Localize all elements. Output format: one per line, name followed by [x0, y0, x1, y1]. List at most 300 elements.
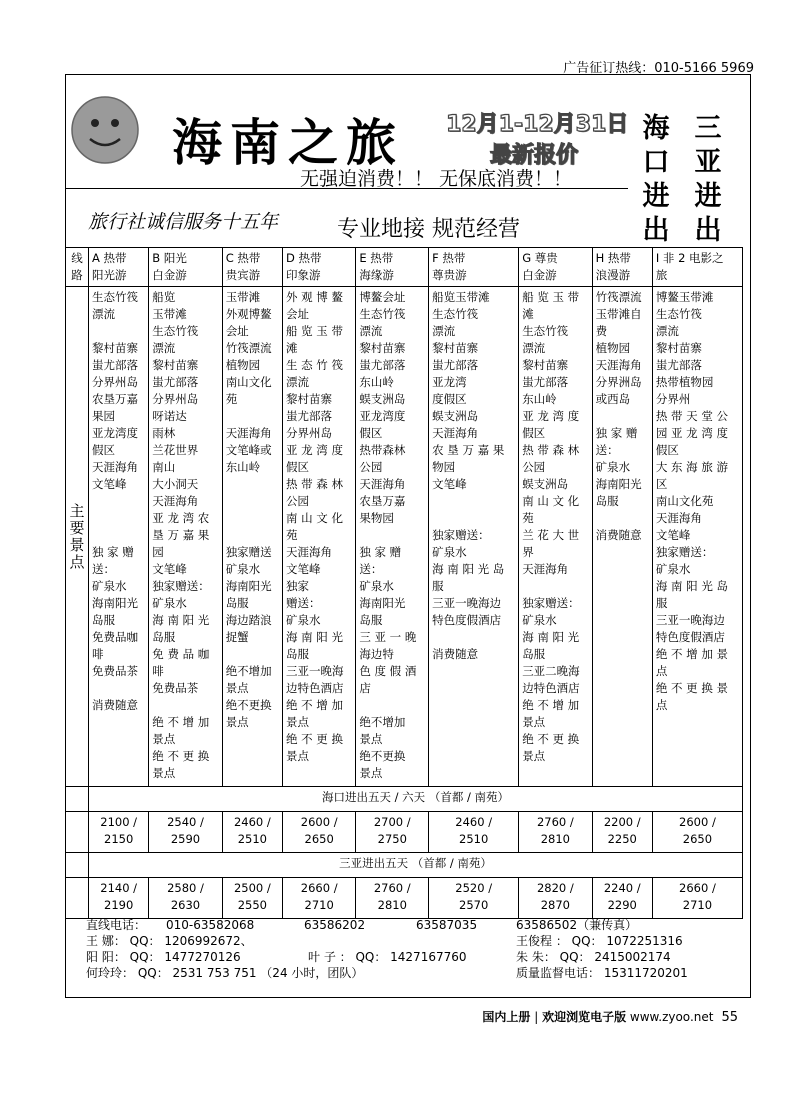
contact-entry: 王 娜： QQ： 1206992672、	[86, 934, 253, 948]
spot-line: 竹筏漂流	[225, 341, 272, 355]
price-cell: 2820 / 2870	[519, 878, 592, 919]
spot-line: 绝 不 增 加	[152, 715, 210, 729]
spot-line: 滩	[522, 307, 534, 321]
route-spots	[519, 287, 592, 787]
spot-line: 绝不更换	[225, 698, 272, 712]
price-cell: 2660 / 2710	[652, 878, 742, 919]
spot-line: 黎村苗寨	[522, 358, 569, 372]
spot-line: 漂流	[432, 324, 456, 338]
spot-line: 黎村苗寨	[432, 341, 479, 355]
spot-line: 独 家 赠	[595, 426, 638, 440]
spot-line: 兰花世界	[152, 443, 199, 457]
route-name: F 热带 尊贵游	[429, 248, 519, 287]
price-cell: 2660 / 2710	[282, 878, 355, 919]
main-spots-label: 主 要 景 点	[66, 287, 89, 787]
spot-line: 海南阳光	[92, 596, 138, 610]
footer-site: www.zyoo.net	[626, 1010, 714, 1024]
spot-line: 文笔峰	[152, 562, 187, 576]
spot-line: 滩	[285, 341, 298, 355]
spot-line: 漂流	[152, 341, 176, 355]
spot-line: 天涯海角	[655, 511, 702, 525]
page-footer	[482, 1008, 738, 1025]
spot-line: 赠送：	[285, 596, 321, 610]
table-header-row	[66, 248, 743, 287]
spot-line	[92, 323, 145, 340]
price-cell: 2600 / 2650	[282, 812, 355, 853]
route-name: D 热带 印象游	[282, 248, 355, 287]
spot-line: 服	[432, 579, 444, 593]
trust-tagline: 旅行社诚信服务十五年	[88, 211, 279, 233]
spot-line: 南 山 文 化	[522, 494, 580, 508]
spot-line: 文笔峰	[92, 477, 127, 491]
spot-line: 蜈支洲岛	[522, 477, 569, 491]
contact-entry: 朱 朱： QQ： 2415002174	[516, 950, 671, 964]
spot-line: 热带森林	[359, 443, 406, 457]
spot-line: 南 山 文 化	[285, 511, 343, 525]
footer-tagline: 欢迎浏览电子版	[542, 1010, 627, 1024]
route-spots	[429, 287, 519, 787]
spot-line: 店	[359, 681, 371, 695]
spot-line: 绝不更换	[359, 749, 406, 763]
contact-entry: 王俊程 ： QQ： 1072251316	[516, 934, 683, 948]
spot-line: 免费品咖	[92, 630, 138, 644]
phone-number: 63587035	[416, 918, 478, 932]
spot-line: 雨林	[152, 426, 176, 440]
spot-line: 岛服	[92, 613, 115, 627]
route-spots	[356, 287, 429, 787]
side-text-haikou: 海 口 进 出	[642, 113, 670, 246]
spot-line: 生态竹筏	[359, 307, 406, 321]
spot-line: 岛服	[225, 596, 249, 610]
spot-line: 黎村苗寨	[285, 392, 332, 406]
sanya-band-row	[66, 853, 743, 878]
phone-label: 直线电话：	[86, 918, 147, 932]
spot-line: 会址	[285, 307, 309, 321]
phone-number: 010-63582068	[166, 918, 255, 932]
spot-line: 分界州岛	[92, 375, 138, 389]
sanya-band: 三亚进出五天 （首都 / 南苑）	[89, 853, 743, 878]
spot-line	[92, 680, 145, 697]
spot-line: 景点	[152, 766, 176, 780]
spot-line: 啡	[92, 647, 104, 661]
spot-line: 竹筏漂流	[595, 290, 642, 304]
spot-line	[226, 493, 279, 510]
spot-line: 特色度假酒店	[655, 630, 725, 644]
spot-line: 亚 龙 湾 农	[152, 511, 210, 525]
spot-line: 苑	[285, 528, 298, 542]
spot-line: 景点	[225, 681, 249, 695]
ad-hotline: 广告征订热线：010-5166 5969	[563, 61, 754, 76]
spot-line: 漂流	[359, 324, 383, 338]
spot-line: 绝 不 更 换	[285, 732, 343, 746]
spot-line: 绝 不 更 换	[152, 749, 210, 763]
haikou-band-row	[66, 787, 743, 812]
spot-line: 分界洲岛	[595, 375, 642, 389]
spot-line: 独家	[285, 579, 309, 593]
spot-line: 船 览 玉 带	[285, 324, 343, 338]
spot-line: 费	[595, 324, 608, 338]
route-spots	[222, 287, 282, 787]
spot-line: 农 垦 万 嘉 果	[432, 443, 505, 457]
spot-line: 边特色酒店	[522, 681, 580, 695]
spot-line: 玉带滩自	[595, 307, 642, 321]
spot-line: 边特色酒店	[285, 681, 344, 695]
spot-line: 界	[522, 545, 534, 559]
spot-line: 会址	[225, 324, 249, 338]
spot-line: 假区	[285, 460, 309, 474]
price-cell: 2100 / 2150	[89, 812, 149, 853]
spot-line: 景点	[359, 732, 383, 746]
route-spots	[592, 287, 652, 787]
spot-line	[432, 629, 515, 646]
spot-line: 农垦万嘉	[92, 392, 138, 406]
spot-line: 分界州	[655, 392, 691, 406]
spot-line: 岛服	[152, 630, 176, 644]
route-name: I 非 2 电影之 旅	[652, 248, 742, 287]
spot-line: 蚩尤部落	[359, 358, 406, 372]
spot-line: 南山	[152, 460, 176, 474]
spot-line: 送：	[92, 562, 115, 576]
spot-line	[92, 493, 145, 510]
promo-label: 最新报价	[490, 143, 579, 168]
spot-line: 天涯海角	[92, 460, 138, 474]
spot-line: 外观博鳌	[225, 307, 272, 321]
spot-line: 亚龙湾度	[359, 409, 406, 423]
price-cell: 2600 / 2650	[652, 812, 742, 853]
spot-line: 文笔峰	[285, 562, 321, 576]
spot-line: 热带植物园	[655, 375, 714, 389]
spot-line: 假区	[655, 443, 679, 457]
haikou-band: 海口进出五天 / 六天 （首都 / 南苑）	[89, 787, 743, 812]
spot-line: 三亚一晚海边	[432, 596, 502, 610]
price-cell: 2460 / 2510	[222, 812, 282, 853]
contact-entry: 阳 阳： QQ： 1477270126	[86, 950, 241, 964]
spot-line: 大小洞天	[152, 477, 199, 491]
spot-line	[226, 408, 279, 425]
spot-line: 生态竹筏	[432, 307, 479, 321]
spot-line: 玉带滩	[152, 307, 187, 321]
spot-line: 景点	[522, 749, 546, 763]
price-cell: 2140 / 2190	[89, 878, 149, 919]
spot-line: 绝 不 更 换 景	[655, 681, 728, 695]
spot-line: 消费随意	[595, 528, 642, 542]
spot-line: 南山文化	[225, 375, 272, 389]
spot-line: 海 南 阳 光 岛	[432, 562, 505, 576]
brand-title: 海南之旅	[172, 113, 404, 172]
spot-line: 免 费 品 咖	[152, 647, 210, 661]
spot-line	[226, 527, 279, 544]
spot-line: 黎村苗寨	[92, 341, 138, 355]
spot-line: 矿泉水	[152, 596, 187, 610]
spot-line: 园	[152, 545, 164, 559]
spot-line: 蚩尤部落	[655, 358, 702, 372]
spot-line: 东山岭	[522, 392, 557, 406]
spot-line: 海 南 阳 光 岛	[655, 579, 728, 593]
spot-line: 假区	[359, 426, 383, 440]
spot-line: 特色度假酒店	[432, 613, 502, 627]
spot-line: 免费品茶	[152, 681, 199, 695]
spot-line: 绝 不 更 换	[522, 732, 580, 746]
spot-line	[226, 476, 279, 493]
spot-line: 岛服	[595, 494, 619, 508]
spot-line: 公园	[522, 460, 546, 474]
spot-line	[92, 510, 145, 527]
route-name: B 阳光 白金游	[149, 248, 222, 287]
route-name: H 热带 浪漫游	[592, 248, 652, 287]
spot-line: 三亚一晚海边	[655, 613, 725, 627]
spot-line: 消费随意	[92, 698, 138, 712]
spot-line: 亚 龙 湾 度	[285, 443, 343, 457]
spot-line	[226, 646, 279, 663]
smiley-face-icon	[70, 95, 140, 165]
spot-line: 矿泉水	[359, 579, 394, 593]
spot-line: 景点	[359, 766, 383, 780]
spot-line: 外 观 博 鳌	[285, 290, 343, 304]
sanya-price-row	[66, 878, 743, 919]
spot-line: 独家赠送：	[152, 579, 210, 593]
spot-line: 捉蟹	[225, 630, 249, 644]
spot-line: 独家赠送：	[522, 596, 580, 610]
spot-line	[432, 510, 515, 527]
spot-line: 岛服	[359, 613, 383, 627]
spot-line: 漂流	[285, 375, 309, 389]
spot-line: 矿泉水	[655, 562, 691, 576]
slogan: 无强迫消费！！ 无保底消费！！	[300, 168, 573, 190]
spot-line: 黎村苗寨	[655, 341, 702, 355]
spot-line: 大 东 海 旅 游	[655, 460, 728, 474]
haikou-price-row	[66, 812, 743, 853]
spot-line: 区	[655, 477, 668, 491]
spot-line: 三亚一晚海	[285, 664, 344, 678]
spot-line: 植物园	[225, 358, 261, 372]
spot-line: 绝 不 增 加	[522, 698, 580, 712]
spot-line: 热 带 天 堂 公	[655, 409, 728, 423]
spot-line: 矿泉水	[285, 613, 321, 627]
spot-line: 亚 龙 湾 度	[522, 409, 580, 423]
phone-number: 63586502（兼传真）	[516, 918, 638, 932]
phone-number: 63586202	[304, 918, 366, 932]
price-cell: 2580 / 2630	[149, 878, 222, 919]
spot-line: 或西岛	[595, 392, 631, 406]
spot-line: 矿泉水	[595, 460, 631, 474]
spot-line: 矿泉水	[432, 545, 467, 559]
spot-line: 黎村苗寨	[359, 341, 406, 355]
route-name: E 热带 海缘游	[356, 248, 429, 287]
spot-line: 独 家 赠	[92, 545, 134, 559]
pro-tagline: 专业地接 规范经营	[337, 217, 520, 242]
spot-line: 文笔峰	[655, 528, 691, 542]
spot-line: 送：	[359, 562, 383, 576]
spot-line: 兰 花 大 世	[522, 528, 580, 542]
spot-line: 免费品茶	[92, 664, 138, 678]
date-range: 12月1-12月31日	[446, 112, 629, 137]
route-spots	[652, 287, 742, 787]
spot-line: 生态竹筏	[152, 324, 199, 338]
price-cell: 2700 / 2750	[356, 812, 429, 853]
price-cell: 2240 / 2290	[592, 878, 652, 919]
spot-line: 矿泉水	[522, 613, 557, 627]
spot-line: 漂流	[522, 341, 546, 355]
spot-line: 生态竹筏	[655, 307, 702, 321]
spot-line: 生 态 竹 筏	[285, 358, 343, 372]
spot-line: 景点	[225, 715, 249, 729]
spot-line: 景点	[285, 715, 309, 729]
header-divider	[65, 188, 628, 189]
spot-line: 生态竹筏	[92, 290, 138, 304]
route-spots	[282, 287, 355, 787]
spot-line: 海南阳光	[595, 477, 642, 491]
price-cell: 2520 / 2570	[429, 878, 519, 919]
spot-line: 玉带滩	[225, 290, 261, 304]
spot-line: 天涯海角	[522, 562, 569, 576]
spot-line: 服	[655, 596, 668, 610]
spot-line	[359, 527, 425, 544]
spot-line: 文笔峰或	[225, 443, 272, 457]
spot-line: 绝不增加	[225, 664, 272, 678]
route-spots	[149, 287, 222, 787]
spot-line	[92, 527, 145, 544]
spot-line: 海边特	[359, 647, 394, 661]
spot-line: 独家赠送：	[655, 545, 714, 559]
spot-line	[359, 697, 425, 714]
spot-line: 南山文化苑	[655, 494, 714, 508]
spot-line: 海边踏浪	[225, 613, 272, 627]
spot-line: 点	[655, 698, 668, 712]
spot-line: 消费随意	[432, 647, 479, 661]
spot-line: 假区	[522, 426, 546, 440]
spot-line: 送：	[595, 443, 619, 457]
spot-line: 绝 不 增 加 景	[655, 647, 728, 661]
spot-line: 海南阳光	[225, 579, 272, 593]
spot-line: 蚩尤部落	[92, 358, 138, 372]
spot-line: 博鳌会址	[359, 290, 406, 304]
contact-entry: 叶 子 ： QQ： 1427167760	[308, 950, 467, 964]
spot-line: 蜈支洲岛	[432, 409, 479, 423]
route-name: C 热带 贵宾游	[222, 248, 282, 287]
spot-line: 蜈支洲岛	[359, 392, 406, 406]
spot-line: 独 家 赠	[359, 545, 402, 559]
spot-line: 矿泉水	[92, 579, 127, 593]
spot-line: 生态竹筏	[522, 324, 569, 338]
spot-line: 热 带 森 林	[522, 443, 580, 457]
spot-line: 东山岭	[359, 375, 394, 389]
spot-line: 岛服	[522, 647, 546, 661]
spot-line: 天涯海角	[225, 426, 272, 440]
price-cell: 2500 / 2550	[222, 878, 282, 919]
spot-line: 蚩尤部落	[152, 375, 199, 389]
spot-line: 天涯海角	[432, 426, 479, 440]
route-name: G 尊贵 白金游	[519, 248, 592, 287]
spot-line: 色 度 假 酒	[359, 664, 417, 678]
spot-line: 海 南 阳 光	[285, 630, 343, 644]
spots-row	[66, 287, 743, 787]
spot-line: 独家赠送：	[432, 528, 490, 542]
spot-line: 天涯海角	[152, 494, 199, 508]
price-cell: 2460 / 2510	[429, 812, 519, 853]
spot-line: 绝 不 增 加	[285, 698, 343, 712]
price-cell: 2760 / 2810	[519, 812, 592, 853]
spot-line: 景点	[522, 715, 546, 729]
route-name: A 热带 阳光游	[89, 248, 149, 287]
price-cell: 2200 / 2250	[592, 812, 652, 853]
spot-line	[152, 697, 218, 714]
spot-line: 果园	[92, 409, 115, 423]
contact-entry: 何玲玲： QQ： 2531 753 751 （24 小时，团队）	[86, 966, 364, 980]
spot-line: 亚龙湾	[432, 375, 467, 389]
spot-line: 公园	[359, 460, 383, 474]
price-cell: 2760 / 2810	[356, 878, 429, 919]
spot-line: 船览玉带滩	[432, 290, 490, 304]
spot-line: 园 亚 龙 湾 度	[655, 426, 728, 440]
spot-line: 东山岭	[225, 460, 261, 474]
spot-line: 海 南 阳 光	[152, 613, 210, 627]
footer-separator: |	[530, 1010, 543, 1024]
spot-line: 植物园	[595, 341, 631, 355]
spot-line: 假区	[92, 443, 115, 457]
spot-line: 果物园	[359, 511, 394, 525]
spot-line: 漂流	[92, 307, 115, 321]
spot-line: 呀诺达	[152, 409, 187, 423]
page-number: 55	[721, 1010, 738, 1025]
spot-line: 天涯海角	[595, 358, 642, 372]
spot-line: 船 览 玉 带	[522, 290, 580, 304]
spot-line: 海 南 阳 光	[522, 630, 580, 644]
spot-line: 三亚二晚海	[522, 664, 580, 678]
route-spots	[89, 287, 149, 787]
route-table	[65, 247, 743, 919]
spot-line: 天涯海角	[359, 477, 406, 491]
spot-line: 分界州岛	[152, 392, 199, 406]
spot-line: 矿泉水	[225, 562, 261, 576]
spot-line: 蚩尤部落	[522, 375, 569, 389]
spot-line: 黎村苗寨	[152, 358, 199, 372]
side-text-sanya: 三 亚 进 出	[694, 113, 722, 246]
spot-line: 景点	[152, 732, 176, 746]
spot-line: 绝不增加	[359, 715, 406, 729]
spot-line	[522, 578, 588, 595]
spot-line	[596, 510, 649, 527]
spot-line: 文笔峰	[432, 477, 467, 491]
spot-line: 三 亚 一 晚	[359, 630, 417, 644]
spot-line: 景点	[285, 749, 309, 763]
spot-line: 农垦万嘉	[359, 494, 406, 508]
footer-book: 国内上册	[482, 1010, 531, 1024]
spot-line: 博鳌玉带滩	[655, 290, 714, 304]
spot-line	[226, 510, 279, 527]
spot-line	[432, 493, 515, 510]
spot-line: 船览	[152, 290, 176, 304]
spot-line: 啡	[152, 664, 164, 678]
spot-line	[596, 408, 649, 425]
spot-line: 蚩尤部落	[432, 358, 479, 372]
spot-line: 蚩尤部落	[285, 409, 332, 423]
spot-line: 垦 万 嘉 果	[152, 528, 210, 542]
spot-line: 独家赠送	[225, 545, 272, 559]
spot-line: 分界州岛	[285, 426, 332, 440]
spot-line: 天涯海角	[285, 545, 332, 559]
route-header-label: 线 路	[66, 248, 89, 287]
spot-line: 度假区	[432, 392, 467, 406]
spot-line: 苑	[225, 392, 238, 406]
quality-hotline: 质量监督电话： 15311720201	[516, 966, 688, 980]
spot-line: 公园	[285, 494, 309, 508]
spot-line: 亚龙湾度	[92, 426, 138, 440]
spot-line: 海南阳光	[359, 596, 406, 610]
spot-line: 物园	[432, 460, 456, 474]
spot-line: 漂流	[655, 324, 679, 338]
spot-line: 苑	[522, 511, 534, 525]
spot-line: 热 带 森 林	[285, 477, 343, 491]
